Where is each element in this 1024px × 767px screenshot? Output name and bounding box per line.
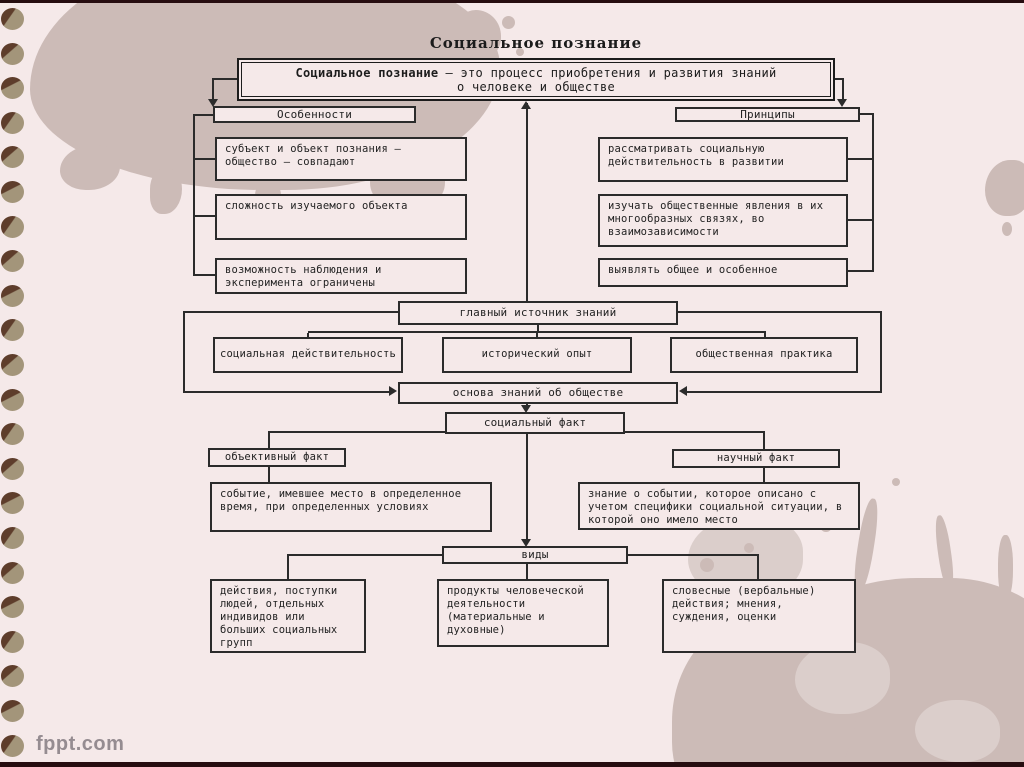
- connector-line: [678, 311, 882, 313]
- spiral-binding-hole: [1, 700, 24, 722]
- connector-line: [193, 114, 195, 276]
- connector-line: [193, 114, 215, 116]
- principle-item: изучать общественные явления в их многообразных связях, во взаимозависимости: [598, 194, 848, 247]
- definition-term: Социальное познание: [295, 65, 439, 80]
- source-item: социальная действительность: [213, 337, 403, 373]
- spiral-binding-hole: [1, 423, 24, 445]
- top-edge-strip: [0, 0, 1024, 3]
- spiral-binding-hole: [1, 112, 24, 134]
- objective-fact-label: объективный факт: [208, 448, 346, 467]
- objective-fact-desc: событие, имевшее место в определенное время, при определенных условиях: [210, 482, 492, 532]
- spiral-binding-hole: [1, 216, 24, 238]
- connector-line: [757, 554, 759, 579]
- spiral-binding-hole: [1, 492, 24, 514]
- connector-line: [268, 467, 270, 483]
- features-header: Особенности: [213, 106, 416, 123]
- definition-box: [237, 58, 835, 101]
- connector-line: [846, 219, 872, 221]
- kind-item: продукты человеческой деятельности (материальные и духовные): [437, 579, 609, 647]
- connector-line: [268, 431, 270, 448]
- kinds-header: виды: [442, 546, 628, 564]
- feature-item: возможность наблюдения и эксперимента ограничены: [215, 258, 467, 294]
- kind-item: действия, поступки людей, отдельных индивидов или больших социальных групп: [210, 579, 366, 653]
- spiral-binding-hole: [1, 354, 24, 376]
- connector-line: [846, 270, 874, 272]
- spiral-binding-hole: [1, 596, 24, 618]
- principles-header: Принципы: [675, 107, 860, 122]
- spiral-binding-hole: [1, 631, 24, 653]
- connector-arrowhead: [521, 101, 531, 109]
- connector-line: [183, 391, 389, 393]
- connector-line: [212, 78, 238, 80]
- connector-line: [846, 158, 872, 160]
- spiral-binding-hole: [1, 665, 24, 687]
- connector-arrowhead: [679, 386, 687, 396]
- spiral-binding-hole: [1, 458, 24, 480]
- connector-line: [623, 431, 765, 433]
- principle-item: выявлять общее и особенное: [598, 258, 848, 287]
- principle-item: рассматривать социальную действительность в развитии: [598, 137, 848, 182]
- connector-line: [763, 467, 765, 482]
- feature-item: сложность изучаемого объекта: [215, 194, 467, 240]
- kind-item: словесные (вербальные) действия; мнения, суждения, оценки: [662, 579, 856, 653]
- connector-line: [687, 391, 882, 393]
- source-item: исторический опыт: [442, 337, 632, 373]
- connector-line: [526, 434, 528, 540]
- spiral-binding-hole: [1, 389, 24, 411]
- social-fact-header: социальный факт: [445, 412, 625, 434]
- scientific-fact-label: научный факт: [672, 449, 840, 468]
- definition-rest: — это процесс приобретения и развития знаний: [445, 65, 777, 80]
- scientific-fact-desc: знание о событии, которое описано с учетом специфики социальной ситуации, в которой оно имело место: [578, 482, 860, 530]
- connector-line: [287, 554, 289, 579]
- connector-line: [872, 113, 874, 271]
- connector-line: [183, 311, 185, 393]
- definition-text: [241, 62, 831, 97]
- spiral-binding-hole: [1, 562, 24, 584]
- connector-line: [287, 554, 442, 556]
- connector-line: [193, 215, 215, 217]
- connector-arrowhead: [389, 386, 397, 396]
- connector-line: [268, 431, 447, 433]
- spiral-binding-hole: [1, 250, 24, 272]
- source-header: главный источник знаний: [398, 301, 678, 325]
- connector-line: [526, 103, 528, 301]
- spiral-binding-hole: [1, 181, 24, 203]
- connector-line: [880, 311, 882, 393]
- definition-line2: о человеке и обществе: [456, 79, 616, 94]
- connector-line: [193, 274, 215, 276]
- spiral-binding-hole: [1, 285, 24, 307]
- connector-line: [193, 158, 215, 160]
- spiral-binding-hole: [1, 319, 24, 341]
- spiral-binding-hole: [1, 8, 24, 30]
- source-item: общественная практика: [670, 337, 858, 373]
- spiral-binding-hole: [1, 146, 24, 168]
- connector-line: [628, 554, 759, 556]
- connector-line: [526, 564, 528, 579]
- connector-line: [763, 431, 765, 449]
- connector-line: [183, 311, 398, 313]
- watermark: fppt.com: [36, 733, 125, 755]
- bottom-edge-strip: [0, 762, 1024, 767]
- spiral-binding-hole: [1, 527, 24, 549]
- feature-item: субъект и объект познания — общество — совпадают: [215, 137, 467, 181]
- spiral-binding-hole: [1, 735, 24, 757]
- knowledge-basis-box: основа знаний об обществе: [398, 382, 678, 404]
- spiral-binding-hole: [1, 43, 24, 65]
- slide-title: Социальное познание: [429, 34, 643, 52]
- connector-arrowhead: [837, 99, 847, 107]
- spiral-binding-hole: [1, 77, 24, 99]
